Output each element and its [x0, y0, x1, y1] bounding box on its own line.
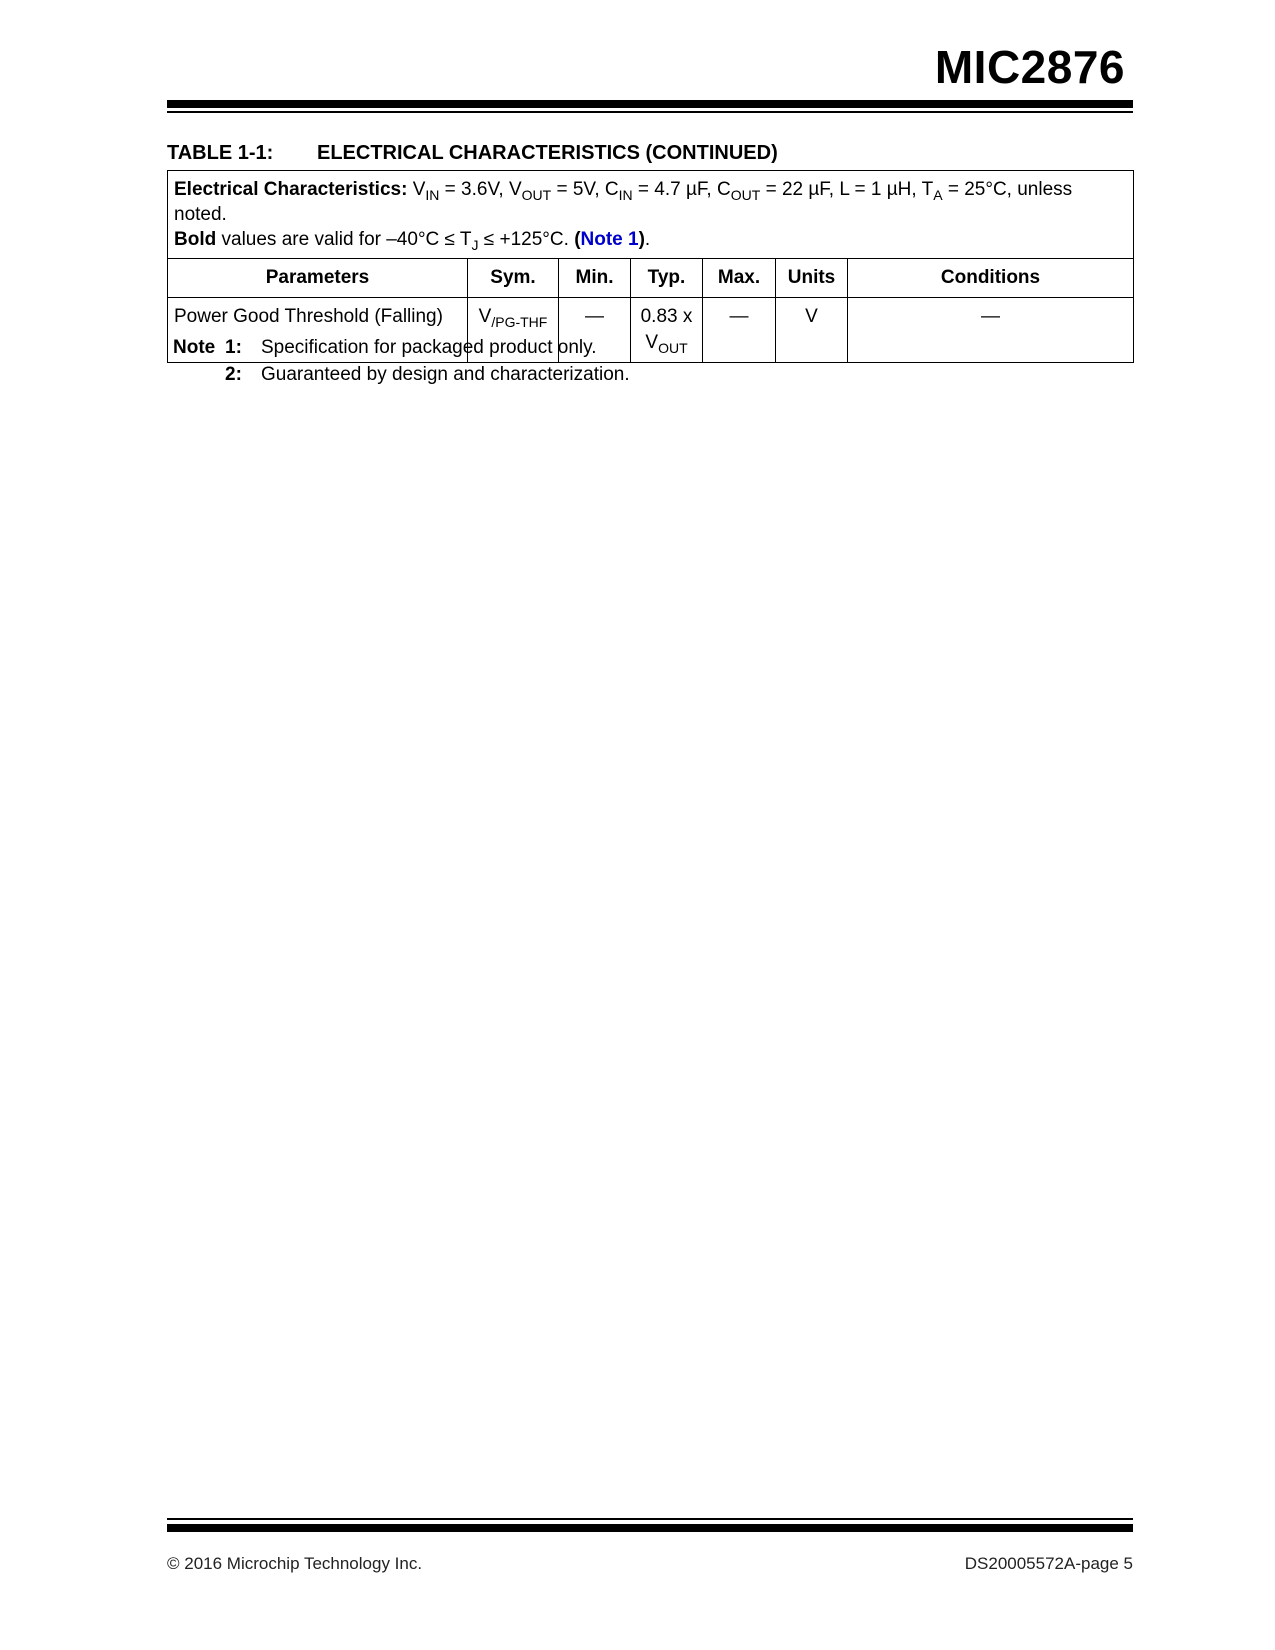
header-rule-thin: [167, 111, 1133, 113]
header-rule-thick: [167, 100, 1133, 108]
header-units: Units: [776, 259, 848, 298]
note-text: Specification for packaged product only.: [261, 337, 597, 358]
footer-copyright: © 2016 Microchip Technology Inc.: [167, 1554, 423, 1573]
table-notes: [173, 334, 630, 388]
conditions-period: .: [644, 229, 651, 250]
cin-value: = 4.7 µF,: [632, 179, 717, 200]
header-parameters: Parameters: [168, 259, 468, 298]
vout-subscript: OUT: [521, 187, 552, 203]
table-caption-title: ELECTRICAL CHARACTERISTICS (CONTINUED): [317, 142, 778, 164]
conditions-lead: Electrical Characteristics:: [174, 179, 408, 200]
table-caption: [167, 142, 778, 165]
typ-subscript: OUT: [658, 340, 688, 356]
cell-conditions: —: [848, 298, 1134, 363]
note-label-spacer: [173, 361, 225, 388]
bold-rest-2: ≤ +125°C.: [478, 229, 575, 250]
cin-subscript: IN: [618, 187, 633, 203]
paren-open: (: [574, 229, 581, 250]
footer-rule-thick: [167, 1524, 1133, 1532]
header-sym: Sym.: [468, 259, 559, 298]
footer-rule-thin: [167, 1518, 1133, 1520]
cout-subscript: OUT: [730, 187, 761, 203]
header-conditions: Conditions: [848, 259, 1134, 298]
table-header-row: [168, 259, 1134, 298]
ta-value: = 25°C, unless noted.: [174, 179, 1073, 225]
vin-symbol: V: [412, 179, 426, 200]
table-caption-label: TABLE 1-1:: [167, 142, 274, 164]
page-title: MIC2876: [934, 41, 1125, 93]
bold-word: Bold: [174, 229, 217, 250]
cout-symbol: C: [717, 179, 731, 200]
table-conditions-cell: [168, 171, 1134, 259]
cell-units: V: [776, 298, 848, 363]
vin-value: = 3.6V,: [439, 179, 509, 200]
typ-value: 0.83 x: [640, 306, 693, 327]
header-max: Max.: [703, 259, 776, 298]
paren-close: ): [638, 229, 645, 250]
vout-value: = 5V,: [551, 179, 605, 200]
cout-value: = 22 µF, L = 1 µH,: [760, 179, 922, 200]
header-min: Min.: [559, 259, 631, 298]
cell-parameter: Power Good Threshold (Falling): [168, 298, 468, 363]
note-item: [173, 361, 630, 388]
sym-subscript: /PG-THF: [491, 314, 548, 330]
note-item: [173, 334, 630, 361]
sym-symbol: V: [478, 306, 492, 327]
note-number: 2:: [225, 364, 242, 385]
tj-subscript: J: [471, 237, 479, 253]
header-typ: Typ.: [631, 259, 703, 298]
vin-subscript: IN: [425, 187, 440, 203]
bold-rest-1: values are valid for –40°C ≤ T: [216, 229, 472, 250]
ta-symbol: T: [921, 179, 934, 200]
note-label: Note: [173, 337, 216, 358]
typ-symbol: V: [645, 332, 659, 353]
cell-max: —: [703, 298, 776, 363]
note-number: 1:: [225, 337, 242, 358]
ta-subscript: A: [933, 187, 943, 203]
vout-symbol: V: [508, 179, 522, 200]
note-1-link[interactable]: Note 1: [580, 229, 639, 250]
cin-symbol: C: [604, 179, 619, 200]
footer-page-number: DS20005572A-page 5: [964, 1554, 1133, 1573]
cell-min: —: [559, 298, 631, 363]
cell-typ: [631, 298, 703, 363]
table-conditions-row: [168, 171, 1134, 259]
note-text: Guaranteed by design and characterization.: [261, 364, 630, 385]
